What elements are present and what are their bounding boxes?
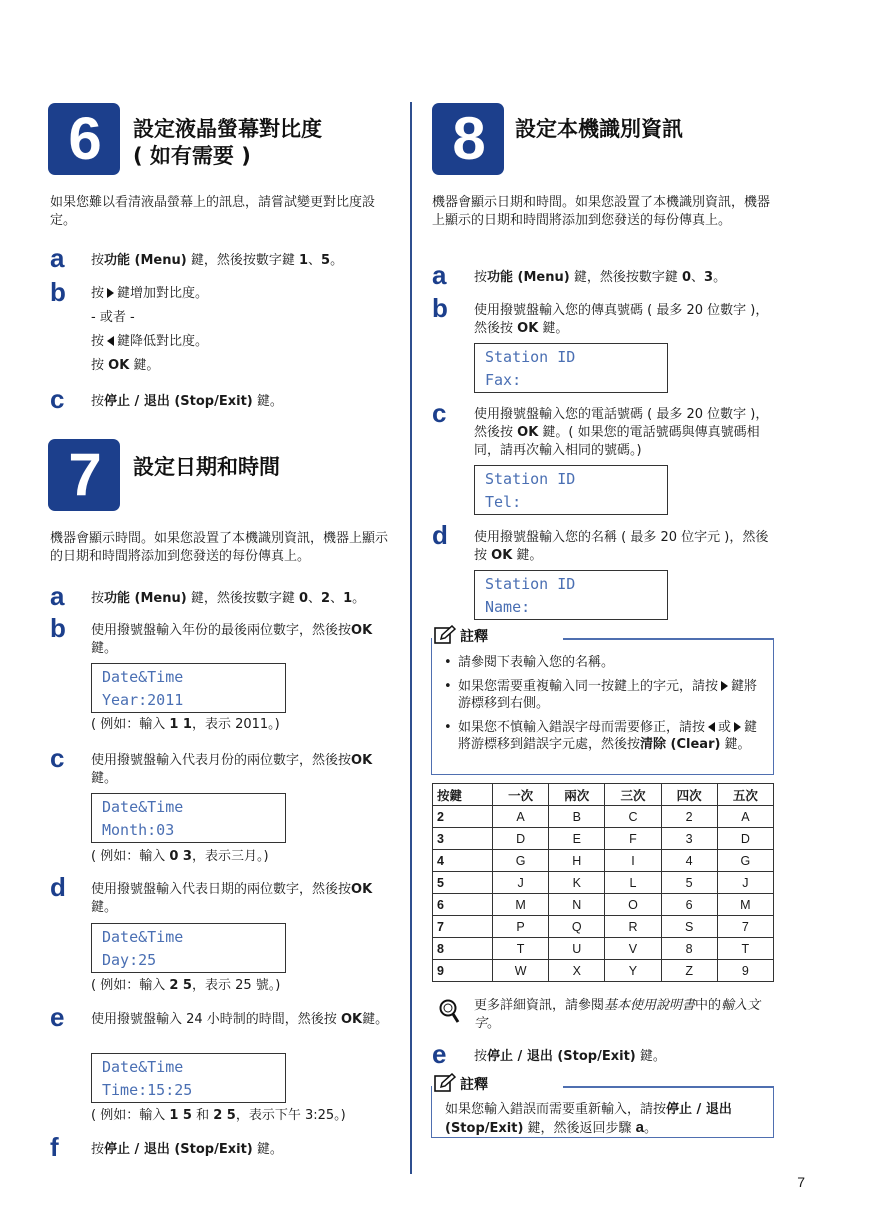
table-cell: 9: [433, 960, 493, 982]
table-cell: K: [549, 872, 605, 894]
s7-step-b-example: ( 例如：輸入 1 1，表示 2011。): [91, 717, 280, 732]
table-cell: Q: [549, 916, 605, 938]
s7-year-lcd: Date&Time Year:2011: [91, 663, 286, 713]
table-cell: 9: [717, 960, 773, 982]
table-cell: 2: [433, 806, 493, 828]
left-arrow-icon: [107, 336, 114, 346]
s6-step-c-text: 按停止 / 退出 (Stop/Exit) 鍵。: [91, 394, 283, 409]
table-row: [433, 960, 774, 982]
s7-step-f-letter: f: [50, 1132, 59, 1162]
table-cell: Z: [661, 960, 717, 982]
table-cell: W: [493, 960, 549, 982]
s7-step-b-letter: b: [50, 613, 66, 643]
table-cell: P: [493, 916, 549, 938]
table-cell: J: [717, 872, 773, 894]
section-8-title: 設定本機識別資訊: [515, 117, 683, 141]
table-cell: S: [661, 916, 717, 938]
s7-step-d-example: ( 例如：輸入 2 5，表示 25 號。): [91, 978, 281, 993]
magnifier-icon: [438, 998, 460, 1024]
s7-day-lcd: Date&Time Day:25: [91, 923, 286, 973]
table-row: [433, 916, 774, 938]
table-cell: 7: [433, 916, 493, 938]
table-cell: T: [717, 938, 773, 960]
table-cell: C: [605, 806, 661, 828]
s8-step-c-letter: c: [432, 398, 447, 428]
note2-heading: 註釋: [460, 1077, 488, 1093]
table-row: [433, 828, 774, 850]
table-cell: 3: [661, 828, 717, 850]
table-cell: Y: [605, 960, 661, 982]
s8-fax-lcd: Station ID Fax:: [474, 343, 668, 393]
s7-time-lcd: Date&Time Time:15:25: [91, 1053, 286, 1103]
table-row: [433, 938, 774, 960]
table-cell: O: [605, 894, 661, 916]
right-arrow-icon: [107, 288, 114, 298]
table-header: 按鍵: [433, 784, 493, 806]
note1-heading: 註釋: [460, 629, 488, 645]
key-character-table: [432, 783, 774, 982]
section-8-number: 8: [432, 103, 504, 175]
s8-tel-lcd: Station ID Tel:: [474, 465, 668, 515]
s6-step-b-text: 按 鍵增加對比度。 - 或者 - 按 鍵降低對比度。 按 OK 鍵。: [91, 286, 209, 373]
s8-step-c-text: 使用撥號盤輸入您的電話號碼 ( 最多 20 位數字 )，然後按 OK 鍵。( 如果您的電話號碼與傳真號碼相同，請再次輸入相同的號碼。): [474, 407, 769, 458]
more-info-text: 更多詳細資訊，請參閱基本使用說明書中的輸入文字。: [474, 998, 761, 1031]
section-8-intro: 機器會顯示日期和時間。如果您設置了本機識別資訊，機器上顯示的日期和時間將添加到您發送的每份傳真上。: [432, 195, 771, 228]
s7-step-c-text: 使用撥號盤輸入代表月份的兩位數字，然後按OK 鍵。: [91, 753, 373, 786]
s6-step-c-letter: c: [50, 384, 65, 414]
s7-step-e-example: ( 例如：輸入 1 5 和 2 5，表示下午 3:25。): [91, 1108, 346, 1123]
table-cell: B: [549, 806, 605, 828]
table-cell: H: [549, 850, 605, 872]
section-6-title-line1: 設定液晶螢幕對比度: [133, 117, 322, 141]
s6-step-a-letter: a: [50, 243, 65, 273]
table-header: 五次: [717, 784, 773, 806]
table-cell: G: [717, 850, 773, 872]
s8-step-b-text: 使用撥號盤輸入您的傳真號碼 ( 最多 20 位數字 )，然後按 OK 鍵。: [474, 303, 769, 336]
table-row: [433, 872, 774, 894]
s7-month-lcd: Date&Time Month:03: [91, 793, 286, 843]
note1-bullet-2: • 如果您需要重複輸入同一按鍵上的字元，請按 鍵將游標移到右側。: [444, 678, 766, 712]
section-6-intro: 如果您難以看清液晶螢幕上的訊息，請嘗試變更對比度設定。: [50, 195, 376, 228]
s7-step-d-letter: d: [50, 872, 66, 902]
column-divider: [410, 102, 412, 1174]
section-7-title: 設定日期和時間: [133, 455, 280, 479]
table-cell: F: [605, 828, 661, 850]
table-cell: 2: [661, 806, 717, 828]
s7-step-b-text: 使用撥號盤輸入年份的最後兩位數字，然後按OK 鍵。: [91, 623, 373, 656]
table-cell: 5: [433, 872, 493, 894]
s8-step-a-letter: a: [432, 260, 447, 290]
note1-bullet-1: • 請參閱下表輸入您的名稱。: [444, 654, 766, 671]
table-cell: U: [549, 938, 605, 960]
s6-step-a-text: 按功能 (Menu) 鍵，然後按數字鍵 1、5。: [91, 253, 344, 268]
table-cell: 4: [433, 850, 493, 872]
s7-step-a-letter: a: [50, 581, 65, 611]
table-cell: M: [717, 894, 773, 916]
right-arrow-icon: [734, 722, 741, 732]
right-arrow-icon: [721, 681, 728, 691]
table-cell: N: [549, 894, 605, 916]
s8-name-lcd: Station ID Name:: [474, 570, 668, 620]
table-cell: T: [493, 938, 549, 960]
section-7-intro: 機器會顯示時間。如果您設置了本機識別資訊，機器上顯示的日期和時間將添加到您發送的每份傳真上。: [50, 531, 389, 564]
s7-step-f-text: 按停止 / 退出 (Stop/Exit) 鍵。: [91, 1142, 283, 1157]
s7-step-e-text: 使用撥號盤輸入 24 小時制的時間，然後按 OK鍵。: [91, 1012, 389, 1027]
table-header: 四次: [661, 784, 717, 806]
page-number: 7: [797, 1174, 805, 1190]
s8-step-e-text: 按停止 / 退出 (Stop/Exit) 鍵。: [474, 1049, 666, 1064]
table-cell: V: [605, 938, 661, 960]
s8-step-d-text: 使用撥號盤輸入您的名稱 ( 最多 20 位字元 )，然後按 OK 鍵。: [474, 530, 769, 563]
s8-step-b-letter: b: [432, 293, 448, 323]
table-header: 一次: [493, 784, 549, 806]
note2-text: 如果您輸入錯誤而需要重新輸入，請按停止 / 退出 (Stop/Exit) 鍵，然後返回步驟 a。: [445, 1102, 732, 1136]
section-6-title: [133, 116, 322, 170]
table-cell: D: [493, 828, 549, 850]
s7-step-c-letter: c: [50, 743, 65, 773]
table-cell: R: [605, 916, 661, 938]
table-cell: L: [605, 872, 661, 894]
s7-step-c-example: ( 例如：輸入 0 3，表示三月。): [91, 849, 269, 864]
table-cell: D: [717, 828, 773, 850]
section-7-number: 7: [48, 439, 120, 511]
s7-step-a-text: 按功能 (Menu) 鍵，然後按數字鍵 0、2、1。: [91, 591, 366, 606]
s8-step-a-text: 按功能 (Menu) 鍵，然後按數字鍵 0、3。: [474, 270, 727, 285]
table-cell: M: [493, 894, 549, 916]
table-row: [433, 806, 774, 828]
table-row: [433, 850, 774, 872]
note1-bullets: [444, 654, 766, 760]
table-cell: 8: [661, 938, 717, 960]
table-cell: 5: [661, 872, 717, 894]
table-cell: 3: [433, 828, 493, 850]
section-6-number: 6: [48, 103, 120, 175]
s7-step-e-letter: e: [50, 1002, 65, 1032]
s8-step-d-letter: d: [432, 520, 448, 550]
note1-bullet-3: • 如果您不慎輸入錯誤字母而需要修正，請按 或 鍵將游標移到錯誤字元處，然後按清除 (Clear) 鍵。: [444, 719, 766, 753]
table-cell: 6: [433, 894, 493, 916]
table-cell: X: [549, 960, 605, 982]
table-cell: I: [605, 850, 661, 872]
s7-step-d-text: 使用撥號盤輸入代表日期的兩位數字，然後按OK 鍵。: [91, 882, 373, 915]
s8-step-e-letter: e: [432, 1039, 447, 1069]
table-cell: 8: [433, 938, 493, 960]
table-cell: E: [549, 828, 605, 850]
left-arrow-icon: [708, 722, 715, 732]
table-cell: G: [493, 850, 549, 872]
table-cell: 6: [661, 894, 717, 916]
table-cell: 4: [661, 850, 717, 872]
table-row: [433, 894, 774, 916]
table-cell: A: [717, 806, 773, 828]
table-cell: A: [493, 806, 549, 828]
table-header-row: [433, 784, 774, 806]
section-6-title-line2: ( 如有需要 ): [133, 144, 251, 168]
s6-step-b-letter: b: [50, 277, 66, 307]
table-cell: 7: [717, 916, 773, 938]
table-header: 三次: [605, 784, 661, 806]
table-header: 兩次: [549, 784, 605, 806]
table-cell: J: [493, 872, 549, 894]
